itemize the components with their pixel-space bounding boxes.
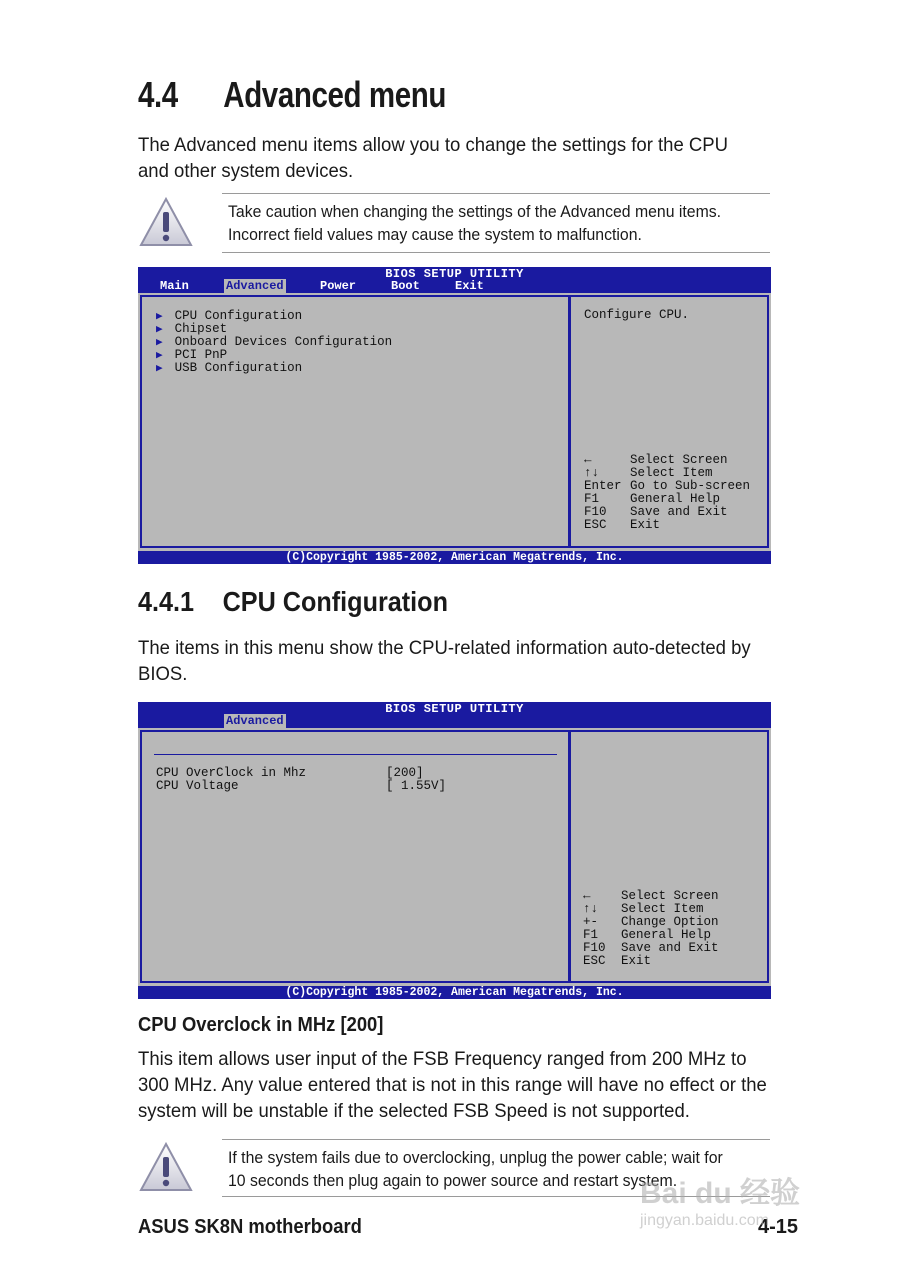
caution-note <box>222 193 770 253</box>
help-text: Configure CPU. <box>584 308 690 322</box>
submenu-arrow-icon: ▶ <box>156 311 163 323</box>
key-row: F10 Save and Exit <box>583 941 719 955</box>
bios-main-panel <box>140 295 570 548</box>
note-line-2: Incorrect field values may cause the system to malfunction. <box>228 225 642 244</box>
section-title <box>138 74 446 116</box>
setting-overclock[interactable]: CPU OverClock in Mhz <box>156 766 307 780</box>
key-row: Enter Go to Sub-screen <box>584 479 751 493</box>
bios-main-panel <box>140 730 570 983</box>
bios-title: BIOS SETUP UTILITY <box>385 267 524 281</box>
menu-advanced[interactable]: Advanced <box>226 279 284 293</box>
divider <box>154 754 557 755</box>
caution-icon <box>138 1141 194 1193</box>
watermark-logo: Bai du 经验 <box>640 1177 801 1210</box>
submenu-arrow-icon: ▶ <box>156 363 163 375</box>
footer-page-number: 4-15 <box>758 1216 799 1238</box>
bios-header <box>138 267 771 293</box>
watermark-url: jingyan.baidu.com <box>640 1212 769 1229</box>
bios-help-panel <box>569 295 769 548</box>
bios-title: BIOS SETUP UTILITY <box>385 702 524 716</box>
section-title-text: Advanced menu <box>223 74 446 115</box>
bios-item-onboard[interactable]: ▶ Onboard Devices Configuration <box>156 335 393 349</box>
subsection-number: 4.4.1 <box>138 586 195 617</box>
bios-header <box>138 702 771 728</box>
submenu-arrow-icon: ▶ <box>156 324 163 336</box>
subsection-title-text: CPU Configuration <box>222 586 448 617</box>
bios-help-panel <box>569 730 769 983</box>
key-row: ← Select Screen <box>584 453 728 467</box>
note-line-2: 10 seconds then plug again to power source and restart system. <box>228 1171 678 1190</box>
setting-voltage[interactable]: CPU Voltage <box>156 779 239 793</box>
subsection-title <box>138 586 448 618</box>
key-row: ESC Exit <box>584 518 661 532</box>
intro-paragraph: The Advanced menu items allow you to change the settings for the CPU and other system devices. <box>138 134 729 182</box>
bios-item-pcipnp[interactable]: ▶ PCI PnP <box>156 348 228 362</box>
key-row: ESC Exit <box>583 954 652 968</box>
submenu-arrow-icon: ▶ <box>156 350 163 362</box>
bios-advanced-screen <box>138 267 771 564</box>
menu-exit[interactable]: Exit <box>455 279 484 293</box>
setting-voltage-value[interactable]: [ 1.55V] <box>386 779 447 793</box>
key-row: F1 General Help <box>583 928 712 942</box>
section-number: 4.4 <box>138 74 178 115</box>
setting-overclock-value[interactable]: [200] <box>386 766 424 780</box>
menu-boot[interactable]: Boot <box>391 279 420 293</box>
menu-power[interactable]: Power <box>320 279 357 293</box>
bios-item-usb[interactable]: ▶ USB Configuration <box>156 361 303 375</box>
note-line-1: If the system fails due to overclocking, unplug the power cable; wait for <box>228 1148 723 1167</box>
bios-item-cpu[interactable]: ▶ CPU Configuration <box>156 309 303 323</box>
key-row: F10 Save and Exit <box>584 505 728 519</box>
key-row: ← Select Screen <box>583 889 719 903</box>
bios-item-chipset[interactable]: ▶ Chipset <box>156 322 228 336</box>
key-row: +- Change Option <box>583 915 719 929</box>
caution-icon <box>138 196 194 248</box>
item-description: This item allows user input of the FSB Frequency ranged from 200 MHz to 300 MHz. Any value entered that is not in this range will have no effect or the system will be unstable if the selected FSB Speed is not supported. <box>138 1048 767 1122</box>
menu-advanced[interactable]: Advanced <box>226 714 284 728</box>
key-row: ↑↓ Select Item <box>584 466 713 480</box>
bios-copyright: (C)Copyright 1985-2002, American Megatrends, Inc. <box>138 551 771 564</box>
subsection-paragraph: The items in this menu show the CPU-related information auto-detected by BIOS. <box>138 637 751 685</box>
note-line-1: Take caution when changing the settings of the Advanced menu items. <box>228 202 722 221</box>
bios-copyright: (C)Copyright 1985-2002, American Megatrends, Inc. <box>138 986 771 999</box>
footer-product: ASUS SK8N motherboard <box>138 1216 362 1238</box>
item-heading: CPU Overclock in MHz [200] <box>138 1014 384 1036</box>
key-row: ↑↓ Select Item <box>583 902 704 916</box>
bios-cpu-config-screen <box>138 702 771 999</box>
menu-main[interactable]: Main <box>160 279 189 293</box>
key-row: F1 General Help <box>584 492 721 506</box>
submenu-arrow-icon: ▶ <box>156 337 163 349</box>
